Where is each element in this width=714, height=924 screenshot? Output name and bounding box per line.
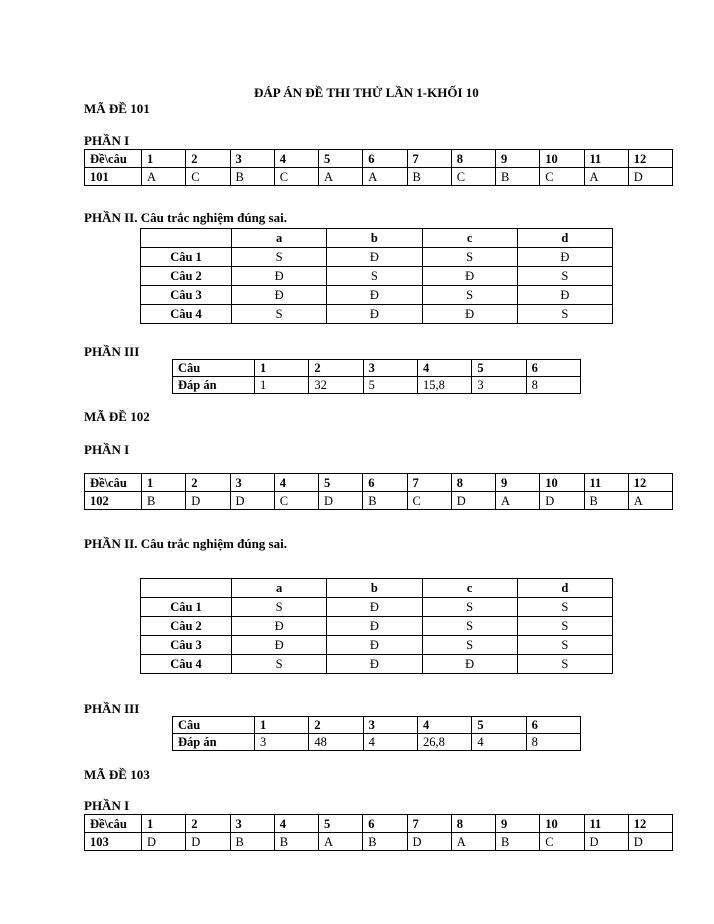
table-cell: 103 xyxy=(85,833,142,851)
table-cell: Câu 2 xyxy=(141,267,232,286)
table-cell: 48 xyxy=(309,734,363,751)
table-row xyxy=(85,168,673,186)
table-row xyxy=(173,734,581,751)
table-row xyxy=(173,377,581,394)
table-row xyxy=(141,617,613,636)
table-cell: Câu xyxy=(173,360,255,377)
table-header-row xyxy=(85,815,673,833)
table-cell: Đ xyxy=(327,655,422,674)
table-cell: S xyxy=(232,598,327,617)
table-cell: Đ xyxy=(327,598,422,617)
table-cell: 9 xyxy=(496,150,540,168)
table-cell: 8 xyxy=(451,150,495,168)
table-cell xyxy=(141,579,232,598)
table-cell: 26,8 xyxy=(417,734,471,751)
table-cell: Câu 1 xyxy=(141,248,232,267)
table-row xyxy=(85,492,673,510)
table-cell: Đ xyxy=(327,305,422,324)
part1-table-103 xyxy=(84,814,673,851)
table-cell: 3 xyxy=(230,150,274,168)
table-cell: A xyxy=(584,168,628,186)
table-cell: Câu 3 xyxy=(141,636,232,655)
table-cell: 4 xyxy=(274,815,318,833)
table-cell: C xyxy=(274,168,318,186)
table-cell: Đ xyxy=(327,636,422,655)
table-cell: 1 xyxy=(255,717,309,734)
table-cell: 12 xyxy=(628,474,672,492)
table-cell: Đ xyxy=(327,617,422,636)
table-cell: C xyxy=(407,492,451,510)
table-header-row xyxy=(141,229,613,248)
table-cell: 5 xyxy=(472,717,526,734)
table-cell: B xyxy=(363,833,407,851)
table-cell: A xyxy=(142,168,186,186)
part3-table-101 xyxy=(172,359,581,394)
table-cell: 4 xyxy=(274,474,318,492)
table-cell: B xyxy=(496,168,540,186)
table-cell: 1 xyxy=(255,360,309,377)
table-cell: 1 xyxy=(142,815,186,833)
table-cell: 2 xyxy=(309,717,363,734)
table-row xyxy=(141,305,613,324)
table-cell: C xyxy=(540,833,584,851)
table-cell: 4 xyxy=(472,734,526,751)
table-cell: 9 xyxy=(496,474,540,492)
table-cell: 10 xyxy=(540,474,584,492)
table-cell: Đ xyxy=(232,267,327,286)
table-cell: A xyxy=(496,492,540,510)
page-title: ĐÁP ÁN ĐỀ THI THỬ LẦN 1-KHỐI 10 xyxy=(254,85,479,100)
table-cell: B xyxy=(230,833,274,851)
table-cell: D xyxy=(540,492,584,510)
table-row xyxy=(85,833,673,851)
table-cell: S xyxy=(517,598,612,617)
table-cell: C xyxy=(274,492,318,510)
table-cell: B xyxy=(274,833,318,851)
table-cell: 32 xyxy=(309,377,363,394)
table-cell: 3 xyxy=(230,474,274,492)
table-cell: B xyxy=(407,168,451,186)
table-cell: a xyxy=(232,229,327,248)
table-cell: Đáp án xyxy=(173,734,255,751)
part2-table-102 xyxy=(140,578,613,674)
table-cell: 8 xyxy=(451,474,495,492)
table-cell: S xyxy=(422,248,517,267)
table-cell: S xyxy=(422,617,517,636)
table-cell: 6 xyxy=(363,150,407,168)
table-cell: Đ xyxy=(232,617,327,636)
table-cell: 1 xyxy=(142,150,186,168)
exam-code-102: MÃ ĐỀ 102 xyxy=(84,409,150,424)
table-cell: 3 xyxy=(255,734,309,751)
table-cell: B xyxy=(230,168,274,186)
table-cell: D xyxy=(142,833,186,851)
table-cell: 1 xyxy=(142,474,186,492)
part2-label-101: PHẦN II. Câu trắc nghiệm đúng sai. xyxy=(84,210,287,225)
table-cell: c xyxy=(422,229,517,248)
table-cell: Câu 4 xyxy=(141,655,232,674)
table-cell: 2 xyxy=(186,474,230,492)
table-cell: 9 xyxy=(496,815,540,833)
table-cell: B xyxy=(363,492,407,510)
table-cell: Đáp án xyxy=(173,377,255,394)
table-cell: 8 xyxy=(526,734,580,751)
table-cell: B xyxy=(584,492,628,510)
table-cell: 15,8 xyxy=(417,377,471,394)
table-cell: S xyxy=(422,598,517,617)
table-header-row xyxy=(85,150,673,168)
table-cell: 7 xyxy=(407,474,451,492)
table-row xyxy=(141,286,613,305)
table-cell: C xyxy=(540,168,584,186)
part3-table-102 xyxy=(172,716,581,751)
table-cell: Đ xyxy=(327,248,422,267)
table-cell: 7 xyxy=(407,815,451,833)
table-cell: Đ xyxy=(517,248,612,267)
table-cell: S xyxy=(517,655,612,674)
table-cell: d xyxy=(517,579,612,598)
table-cell: 4 xyxy=(274,150,318,168)
table-cell: S xyxy=(517,636,612,655)
table-cell: 5 xyxy=(319,150,363,168)
table-row xyxy=(141,248,613,267)
table-cell: 6 xyxy=(526,360,580,377)
part1-label-102: PHẦN I xyxy=(84,442,130,457)
table-cell: 2 xyxy=(186,150,230,168)
table-row xyxy=(141,598,613,617)
table-cell: 12 xyxy=(628,815,672,833)
part3-label-102: PHẦN III xyxy=(84,701,140,716)
table-row xyxy=(141,636,613,655)
table-cell: Đ xyxy=(517,286,612,305)
table-cell: 3 xyxy=(363,717,417,734)
table-cell: b xyxy=(327,229,422,248)
table-cell: S xyxy=(517,305,612,324)
table-cell: A xyxy=(451,833,495,851)
table-cell: D xyxy=(230,492,274,510)
table-cell: 5 xyxy=(319,815,363,833)
table-cell: 5 xyxy=(319,474,363,492)
table-cell: C xyxy=(451,168,495,186)
table-cell: Câu 3 xyxy=(141,286,232,305)
table-cell: Câu 4 xyxy=(141,305,232,324)
table-cell xyxy=(141,229,232,248)
table-cell: 10 xyxy=(540,815,584,833)
table-cell: 6 xyxy=(526,717,580,734)
table-cell: a xyxy=(232,579,327,598)
table-cell: 11 xyxy=(584,474,628,492)
table-cell: 10 xyxy=(540,150,584,168)
table-cell: 101 xyxy=(85,168,142,186)
table-cell: 2 xyxy=(309,360,363,377)
table-cell: 5 xyxy=(472,360,526,377)
table-cell: D xyxy=(451,492,495,510)
table-cell: 102 xyxy=(85,492,142,510)
table-cell: S xyxy=(422,636,517,655)
part1-label-101: PHẦN I xyxy=(84,133,130,148)
table-cell: Đ xyxy=(422,305,517,324)
table-cell: Câu 1 xyxy=(141,598,232,617)
table-cell: 2 xyxy=(186,815,230,833)
table-cell: B xyxy=(142,492,186,510)
table-cell: d xyxy=(517,229,612,248)
part2-label-102: PHẦN II. Câu trắc nghiệm đúng sai. xyxy=(84,536,287,551)
table-cell: Đ xyxy=(422,267,517,286)
table-header-row xyxy=(173,717,581,734)
table-cell: 11 xyxy=(584,815,628,833)
table-row xyxy=(141,267,613,286)
table-cell: B xyxy=(496,833,540,851)
table-row xyxy=(141,655,613,674)
table-cell: Đ xyxy=(232,636,327,655)
table-cell: D xyxy=(319,492,363,510)
table-cell: 4 xyxy=(417,717,471,734)
part3-label-101: PHẦN III xyxy=(84,344,140,359)
table-cell: 8 xyxy=(526,377,580,394)
table-header-row xyxy=(173,360,581,377)
table-cell: D xyxy=(186,492,230,510)
table-cell: D xyxy=(186,833,230,851)
part1-table-102 xyxy=(84,473,673,510)
table-cell: Câu xyxy=(173,717,255,734)
table-cell: D xyxy=(628,168,672,186)
table-cell: S xyxy=(327,267,422,286)
table-cell: 1 xyxy=(255,377,309,394)
table-cell: b xyxy=(327,579,422,598)
table-cell: S xyxy=(422,286,517,305)
table-cell: 8 xyxy=(451,815,495,833)
table-cell: Đề\câu xyxy=(85,150,142,168)
table-cell: 3 xyxy=(230,815,274,833)
table-cell: 3 xyxy=(363,360,417,377)
table-cell: 4 xyxy=(417,360,471,377)
table-cell: A xyxy=(319,168,363,186)
table-cell: 12 xyxy=(628,150,672,168)
table-cell: A xyxy=(628,492,672,510)
table-cell: Đề\câu xyxy=(85,474,142,492)
exam-code-101: MÃ ĐỀ 101 xyxy=(84,101,150,116)
table-cell: 5 xyxy=(363,377,417,394)
table-cell: Đ xyxy=(232,286,327,305)
table-cell: 11 xyxy=(584,150,628,168)
table-cell: S xyxy=(232,655,327,674)
table-cell: c xyxy=(422,579,517,598)
table-cell: S xyxy=(232,248,327,267)
table-cell: 7 xyxy=(407,150,451,168)
table-cell: C xyxy=(186,168,230,186)
table-cell: S xyxy=(517,267,612,286)
table-cell: D xyxy=(628,833,672,851)
table-cell: Đề\câu xyxy=(85,815,142,833)
table-header-row xyxy=(141,579,613,598)
part2-table-101 xyxy=(140,228,613,324)
table-cell: 6 xyxy=(363,474,407,492)
table-cell: 6 xyxy=(363,815,407,833)
table-cell: Đ xyxy=(422,655,517,674)
exam-code-103: MÃ ĐỀ 103 xyxy=(84,767,150,782)
part1-label-103: PHẦN I xyxy=(84,798,130,813)
table-cell: 3 xyxy=(472,377,526,394)
table-header-row xyxy=(85,474,673,492)
table-cell: S xyxy=(517,617,612,636)
table-cell: Câu 2 xyxy=(141,617,232,636)
table-cell: S xyxy=(232,305,327,324)
table-cell: 4 xyxy=(363,734,417,751)
table-cell: A xyxy=(363,168,407,186)
table-cell: A xyxy=(319,833,363,851)
table-cell: D xyxy=(407,833,451,851)
table-cell: D xyxy=(584,833,628,851)
table-cell: Đ xyxy=(327,286,422,305)
part1-table-101 xyxy=(84,149,673,186)
